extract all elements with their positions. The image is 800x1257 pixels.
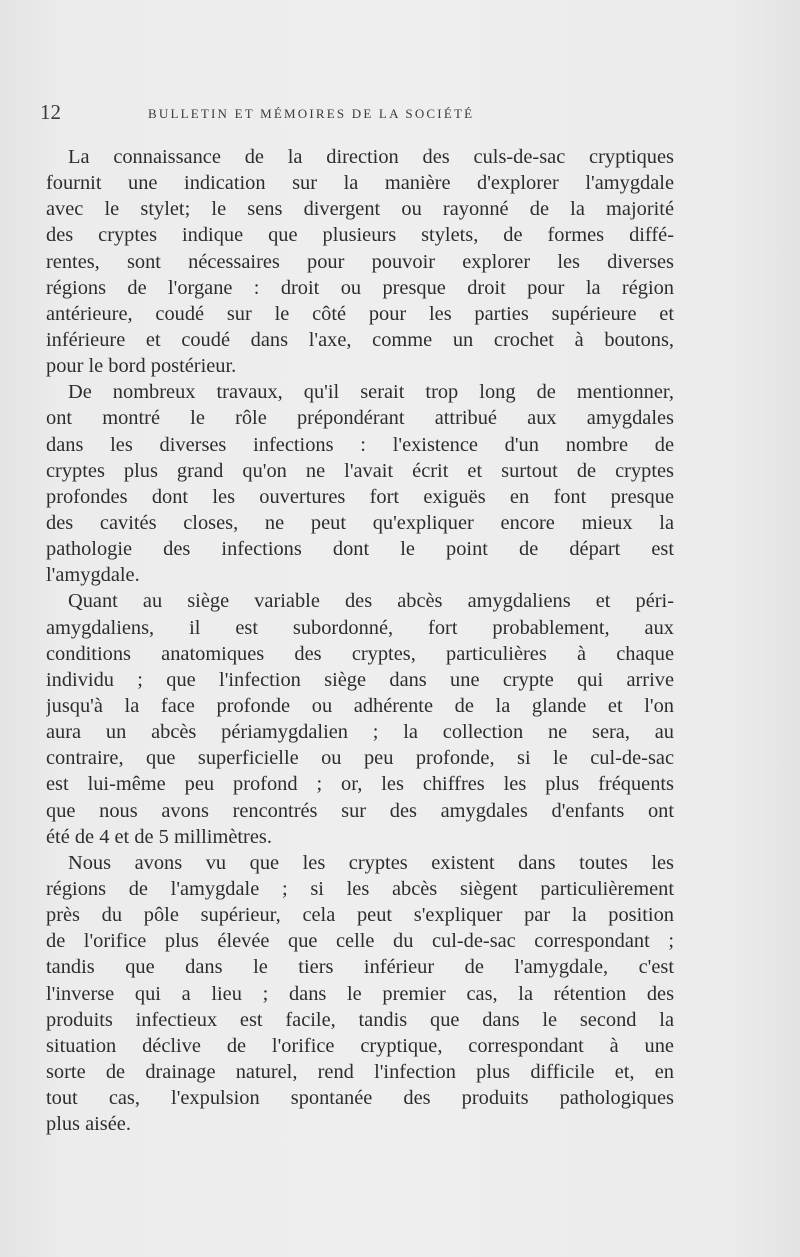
text-line: rentes, sont nécessaires pour pouvoir explorer les diverses <box>46 250 674 273</box>
text-line: l'amygdale. <box>46 564 140 587</box>
text-line: conditions anatomiques des cryptes, particulières à chaque <box>46 642 674 665</box>
text-line: Quant au siège variable des abcès amygdaliens et péri- <box>68 590 674 613</box>
text-line: près du pôle supérieur, cela peut s'expliquer par la position <box>46 904 674 927</box>
running-title: BULLETIN ET MÉMOIRES DE LA SOCIÉTÉ <box>148 106 475 121</box>
text-line: que nous avons rencontrés sur des amygdales d'enfants ont <box>46 799 674 822</box>
body-text <box>46 144 674 1137</box>
text-line: situation déclive de l'orifice cryptique, correspondant à une <box>46 1034 674 1057</box>
page-number: 12 <box>40 100 61 124</box>
text-line: pour le bord postérieur. <box>46 355 237 378</box>
text-line: sorte de drainage naturel, rend l'infection plus difficile et, en <box>46 1060 674 1083</box>
text-line: aura un abcès périamygdalien ; la collection ne sera, au <box>46 721 674 744</box>
text-line: régions de l'amygdale ; si les abcès siègent particulièrement <box>46 877 674 900</box>
text-line: amygdaliens, il est subordonné, fort probablement, aux <box>46 616 674 639</box>
text-line: produits infectieux est facile, tandis que dans le second la <box>46 1008 674 1031</box>
text-line: Nous avons vu que les cryptes existent dans toutes les <box>68 851 674 874</box>
text-line: La connaissance de la direction des culs-de-sac cryptiques <box>68 146 674 168</box>
text-line: individu ; que l'infection siège dans une crypte qui arrive <box>46 668 674 691</box>
text-line: l'inverse qui a lieu ; dans le premier cas, la rétention des <box>46 982 674 1005</box>
text-line: de l'orifice plus élevée que celle du cul-de-sac correspondant ; <box>46 930 674 953</box>
text-line: tout cas, l'expulsion spontanée des produits pathologiques <box>46 1087 674 1110</box>
text-line: contraire, que superficielle ou peu profonde, si le cul-de-sac <box>46 747 674 770</box>
text-line: plus aisée. <box>46 1113 131 1136</box>
text-line: tandis que dans le tiers inférieur de l'amygdale, c'est <box>46 956 674 979</box>
text-line: fournit une indication sur la manière d'explorer l'amygdale <box>46 172 674 195</box>
text-line: des cryptes indique que plusieurs stylets, de formes diffé- <box>46 224 674 247</box>
text-line: est lui-même peu profond ; or, les chiffres les plus fréquents <box>46 773 674 796</box>
text-line: régions de l'organe : droit ou presque droit pour la région <box>46 276 674 299</box>
text-line: avec le stylet; le sens divergent ou rayonné de la majorité <box>46 198 674 221</box>
text-line: cryptes plus grand qu'on ne l'avait écrit et surtout de cryptes <box>46 459 674 482</box>
text-line: profondes dont les ouvertures fort exiguës en font presque <box>46 485 674 508</box>
text-line: antérieure, coudé sur le côté pour les parties supérieure et <box>46 302 674 325</box>
text-line: ont montré le rôle prépondérant attribué aux amygdales <box>46 407 674 430</box>
text-line: des cavités closes, ne peut qu'expliquer encore mieux la <box>46 511 674 534</box>
text-line: jusqu'à la face profonde ou adhérente de la glande et l'on <box>46 694 674 717</box>
page-header <box>40 100 600 130</box>
text-line: été de 4 et de 5 millimètres. <box>46 825 272 848</box>
text-line: De nombreux travaux, qu'il serait trop long de mentionner, <box>68 381 674 404</box>
text-line: pathologie des infections dont le point de départ est <box>46 538 674 561</box>
text-line: dans les diverses infections : l'existence d'un nombre de <box>46 433 674 456</box>
text-line: inférieure et coudé dans l'axe, comme un crochet à boutons, <box>46 328 674 351</box>
